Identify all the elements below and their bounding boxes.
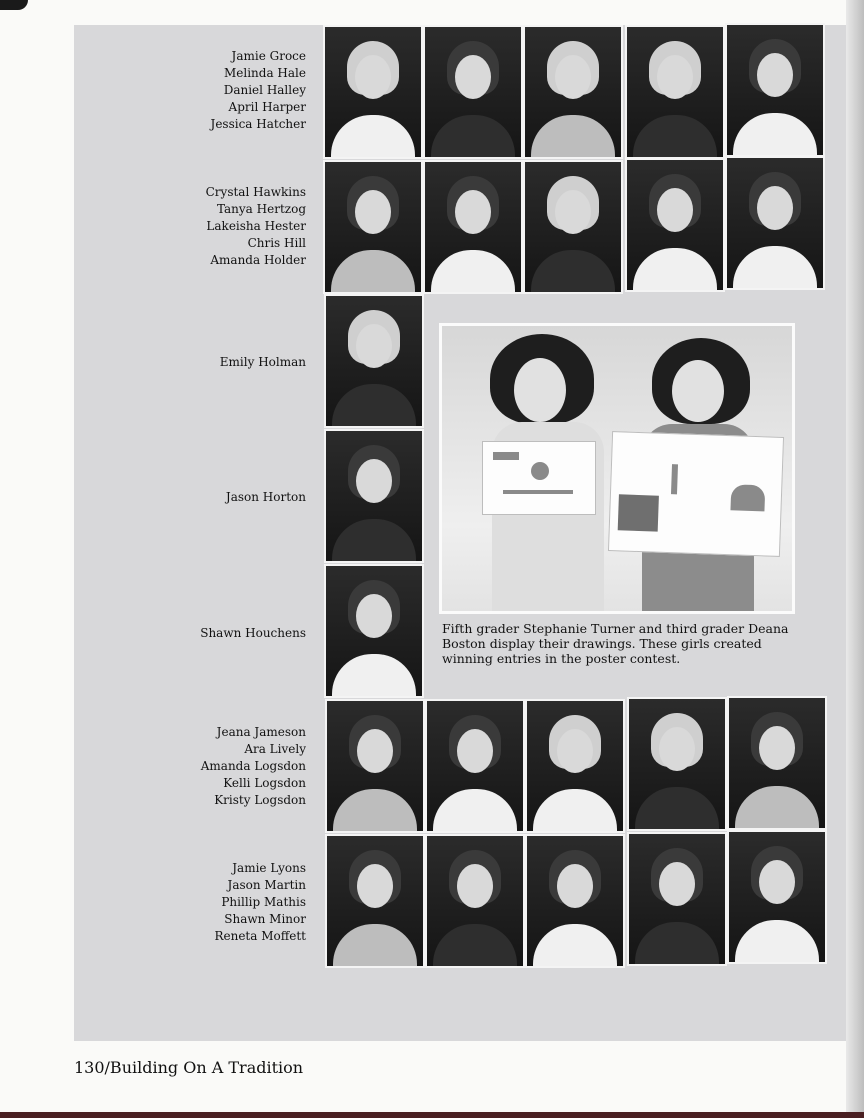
student-portrait xyxy=(325,162,421,292)
poster-drawing-right xyxy=(608,431,784,557)
student-name: April Harper xyxy=(228,100,306,114)
name-label-row-4 xyxy=(150,489,306,506)
student-name: Daniel Halley xyxy=(223,83,306,97)
student-portrait xyxy=(729,698,825,828)
student-portrait xyxy=(326,431,422,561)
student-name: Jamie Lyons xyxy=(232,861,306,875)
name-label-row-5 xyxy=(150,625,306,642)
student-portrait xyxy=(525,162,621,292)
student-name: Jamie Groce xyxy=(231,49,306,63)
page-corner-shadow xyxy=(0,0,28,10)
student-portrait xyxy=(629,834,725,964)
student-portrait xyxy=(427,836,523,966)
student-portrait xyxy=(627,27,723,157)
student-name: Amanda Holder xyxy=(210,253,306,267)
student-name: Jessica Hatcher xyxy=(210,117,306,131)
student-portrait xyxy=(727,25,823,155)
student-portrait xyxy=(525,27,621,157)
name-list-row-7 xyxy=(150,860,306,945)
student-portrait xyxy=(425,162,521,292)
page-bottom-edge xyxy=(0,1112,864,1118)
student-name: Chris Hill xyxy=(247,236,306,250)
student-portrait xyxy=(627,160,723,290)
student-portrait xyxy=(327,701,423,831)
student-name: Lakeisha Hester xyxy=(206,219,306,233)
name-list-row-1 xyxy=(150,48,306,133)
student-name: Emily Holman xyxy=(219,355,306,369)
student-portrait xyxy=(326,296,422,426)
feature-photo-caption: Fifth grader Stephanie Turner and third grader Deana Boston display their drawings. These girls created winning entries in the poster contest. xyxy=(442,621,789,666)
student-name: Shawn Minor xyxy=(224,912,306,926)
student-name: Crystal Hawkins xyxy=(205,185,306,199)
student-portrait xyxy=(527,701,623,831)
page-folio: 130/Building On A Tradition xyxy=(74,1058,304,1077)
poster-drawing-left xyxy=(482,441,596,515)
student-portrait xyxy=(527,836,623,966)
student-name: Ara Lively xyxy=(244,742,306,756)
student-name: Reneta Moffett xyxy=(214,929,306,943)
student-name: Kelli Logsdon xyxy=(223,776,306,790)
student-portrait xyxy=(425,27,521,157)
student-portrait xyxy=(729,832,825,962)
student-name: Kristy Logsdon xyxy=(214,793,306,807)
student-name: Tanya Hertzog xyxy=(216,202,306,216)
student-name: Melinda Hale xyxy=(223,66,306,80)
page-spine-shadow xyxy=(846,0,864,1118)
student-name: Jason Martin xyxy=(227,878,306,892)
student-portrait xyxy=(629,699,725,829)
student-portrait xyxy=(326,566,422,696)
student-name: Jason Horton xyxy=(225,490,306,504)
feature-photo xyxy=(442,326,792,611)
name-label-row-3 xyxy=(150,354,306,371)
name-list-row-2 xyxy=(150,184,306,269)
student-name: Shawn Houchens xyxy=(200,626,306,640)
student-portrait xyxy=(325,27,421,157)
name-list-row-6 xyxy=(150,724,306,809)
student-portrait xyxy=(727,158,823,288)
student-portrait xyxy=(327,836,423,966)
student-name: Phillip Mathis xyxy=(221,895,306,909)
student-portrait xyxy=(427,701,523,831)
student-name: Jeana Jameson xyxy=(216,725,306,739)
student-name: Amanda Logsdon xyxy=(200,759,306,773)
